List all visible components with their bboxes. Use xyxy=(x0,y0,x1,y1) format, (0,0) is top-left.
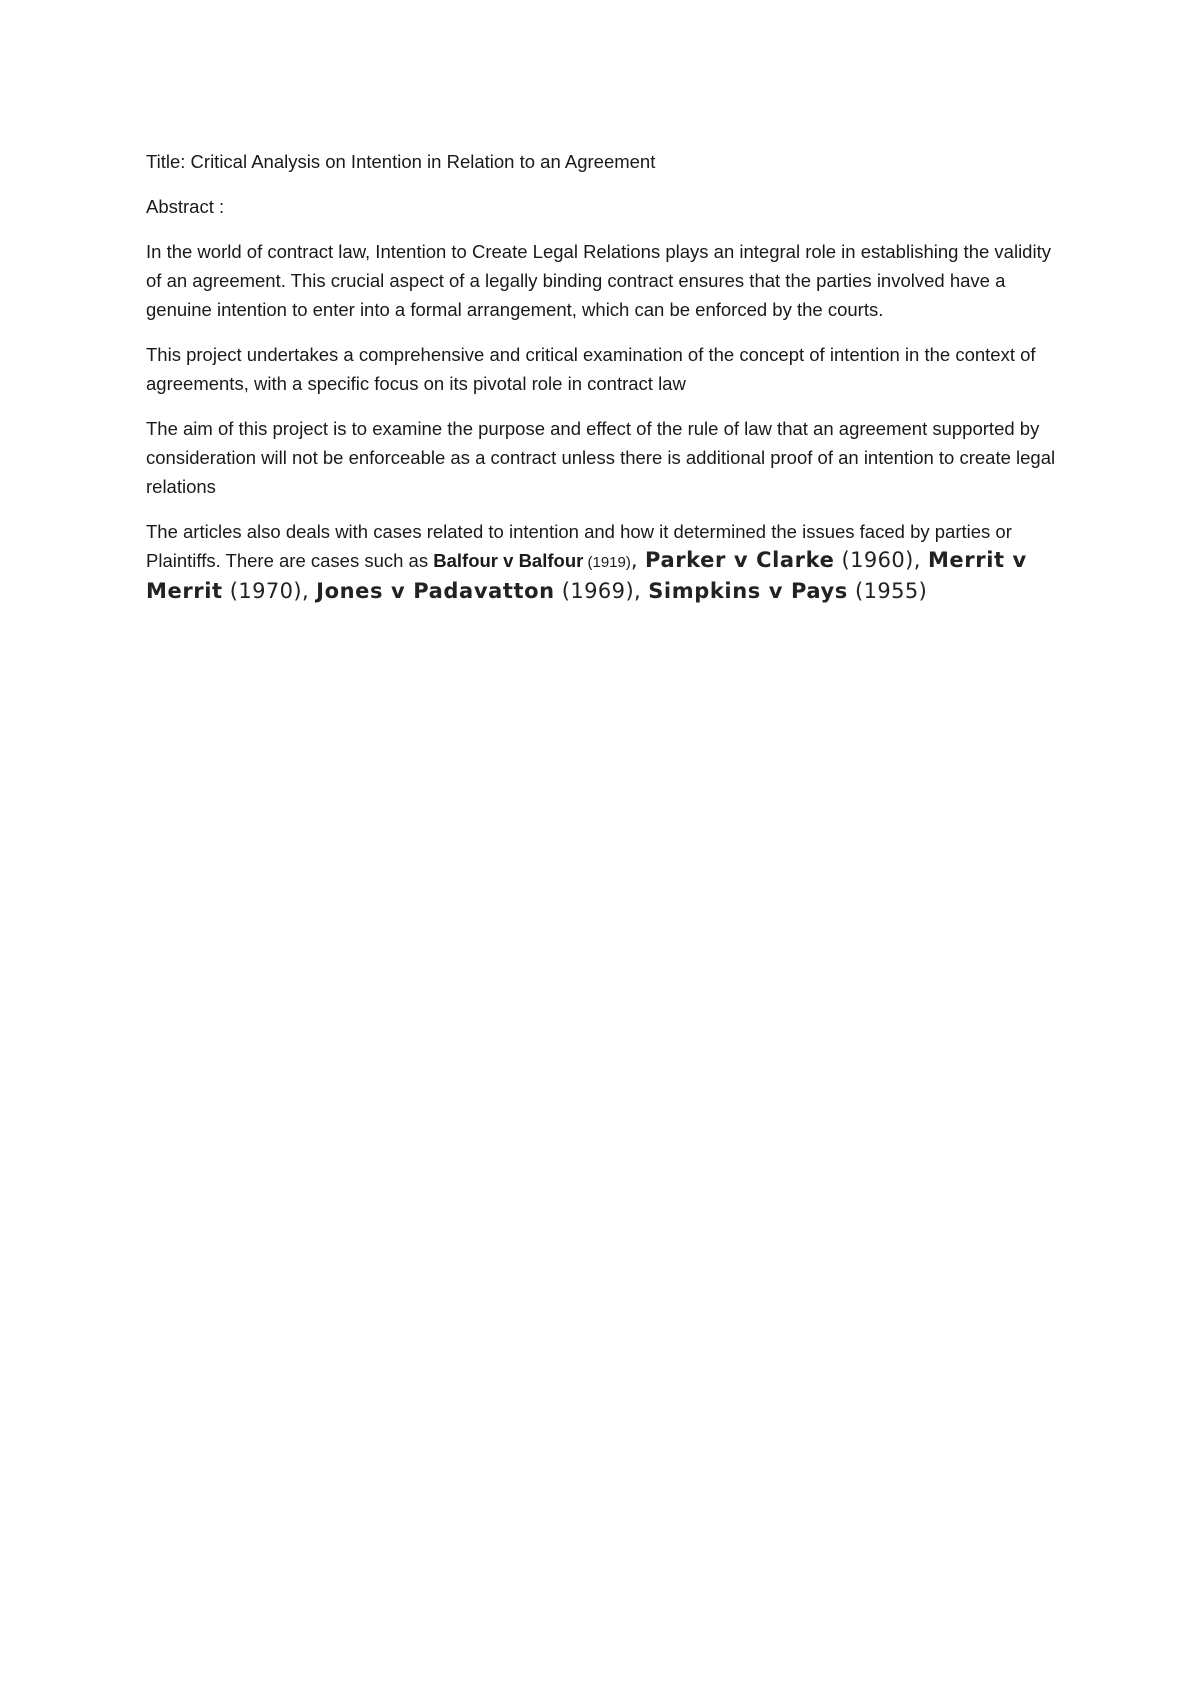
case-balfour-name: Balfour v Balfour xyxy=(433,550,584,571)
case-merrit-name: Merrit v Merrit xyxy=(146,548,1027,603)
case-jones-name: Jones v Padavatton xyxy=(316,579,555,603)
cases-intro-text: The articles also deals with cases related to intention and how it determined the issues faced by parties or Plaintiffs. There are cases such as xyxy=(146,521,1012,571)
abstract-heading: Abstract : xyxy=(146,196,225,217)
case-separator: , xyxy=(634,579,649,603)
case-simpkins-name: Simpkins v Pays xyxy=(648,579,848,603)
case-separator: , xyxy=(630,548,646,572)
paragraph-project: This project undertakes a comprehensive and critical examination of the concept of intention in the context of agreements, with a specific focus on its pivotal role in contract law xyxy=(146,344,1036,394)
case-separator: , xyxy=(302,579,317,603)
case-parker-year: (1960) xyxy=(834,548,914,572)
case-balfour-year: (1919) xyxy=(583,554,631,571)
paragraph-aim: The aim of this project is to examine the purpose and effect of the rule of law that an agreement supported by consideration will not be enforceable as a contract unless there is additional proof of an intention to create legal relations xyxy=(146,418,1056,497)
case-jones-year: (1969) xyxy=(554,579,635,603)
paragraph-cases xyxy=(146,517,1066,606)
case-simpkins-year: (1955) xyxy=(847,579,928,603)
document-body xyxy=(146,147,1066,622)
document-title: Title: Critical Analysis on Intention in Relation to an Agreement xyxy=(146,151,656,172)
case-parker-name: Parker v Clarke xyxy=(645,548,835,572)
case-separator: , xyxy=(913,548,928,572)
case-merrit-year: (1970) xyxy=(222,579,303,603)
paragraph-intro: In the world of contract law, Intention to Create Legal Relations plays an integral role in establishing the validity of an agreement. This crucial aspect of a legally binding contract ensures that the parties involved have a genuine intention to enter into a formal arrangement, which can be enforced by the courts. xyxy=(146,241,1051,320)
